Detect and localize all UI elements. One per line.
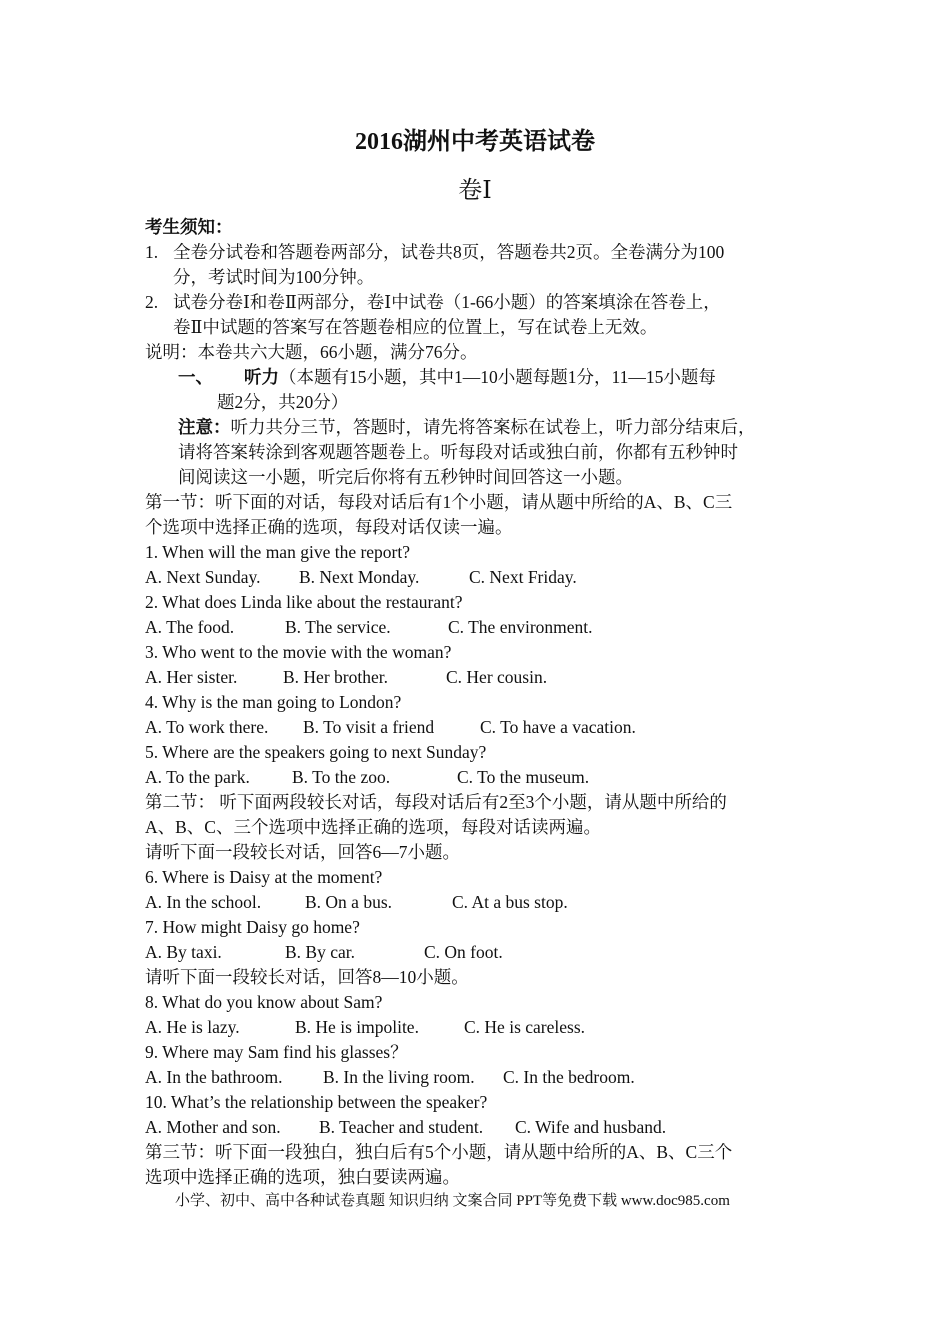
question-2-options	[145, 615, 825, 640]
question-3: 3. Who went to the movie with the woman?	[145, 642, 452, 662]
option-a: A. Next Sunday.	[145, 567, 261, 587]
option-b: B. To visit a friend	[303, 717, 435, 737]
option-c: C. The environment.	[448, 617, 593, 637]
option-b: B. Her brother.	[283, 667, 388, 687]
question-7: 7. How might Daisy go home?	[145, 917, 360, 937]
note-1	[145, 240, 825, 265]
option-a: A. In the school.	[145, 892, 262, 912]
option-c: C. In the bedroom.	[503, 1067, 635, 1087]
option-c: C. To the museum.	[457, 767, 590, 787]
notice-heading: 考生须知：	[145, 217, 233, 237]
exam-content	[145, 215, 825, 1190]
attention	[145, 415, 825, 440]
option-a: A. Mother and son.	[145, 1117, 281, 1137]
section1-instructions-cont: 个选项中选择正确的选项，每段对话仅读一遍。	[145, 517, 513, 537]
question-4-options	[145, 715, 825, 740]
question-6-options	[145, 890, 825, 915]
note-number: 1.	[145, 242, 159, 262]
option-a: A. He is lazy.	[145, 1017, 240, 1037]
option-b: B. In the living room.	[323, 1067, 475, 1087]
part1-desc-cont: 题2分，共20分）	[217, 392, 349, 412]
question-1-options	[145, 565, 825, 590]
option-b: B. By car.	[285, 942, 355, 962]
attention-text: 听力共分三节，答题时，请先将答案标在试卷上，听力部分结束后，	[230, 417, 756, 437]
question-4: 4. Why is the man going to London?	[145, 692, 402, 712]
question-9: 9. Where may Sam find his glasses？	[145, 1042, 408, 1062]
option-c: C. Next Friday.	[469, 567, 577, 587]
option-c: C. Her cousin.	[446, 667, 548, 687]
part-name: 听力	[244, 367, 279, 387]
page-footer: 小学、初中、高中各种试卷真题 知识归纳 文案合同 PPT等免费下载 www.doc985.com	[175, 1193, 730, 1209]
note-number: 2.	[145, 292, 159, 312]
note-2-cont: 卷Ⅱ中试题的答案写在答题卷相应的位置上，写在试卷上无效。	[173, 317, 658, 337]
question-7-options	[145, 940, 825, 965]
option-b: B. Next Monday.	[299, 567, 420, 587]
question-8: 8. What do you know about Sam?	[145, 992, 383, 1012]
option-c: C. At a bus stop.	[452, 892, 568, 912]
page-title: 2016湖州中考英语试卷	[355, 129, 595, 155]
question-8-options	[145, 1015, 825, 1040]
question-5-options	[145, 765, 825, 790]
option-b: B. Teacher and student.	[319, 1117, 484, 1137]
question-9-options	[145, 1065, 825, 1090]
section3-instructions: 第三节：听下面一段独白，独白后有5个小题，请从题中给所的A、B、C三个	[145, 1142, 733, 1162]
note-2	[145, 290, 825, 315]
attention-cont-1: 请将答案转涂到客观题答题卷上。听每段对话或独白前，你都有五秒钟时	[178, 442, 738, 462]
section2-instructions-cont: A、B、C、三个选项中选择正确的选项，每段对话读两遍。	[145, 817, 601, 837]
question-3-options	[145, 665, 825, 690]
question-10: 10. What’s the relationship between the speaker?	[145, 1092, 488, 1112]
option-a: A. The food.	[145, 617, 235, 637]
option-a: A. By taxi.	[145, 942, 222, 962]
option-b: B. To the zoo.	[292, 767, 391, 787]
option-a: A. In the bathroom.	[145, 1067, 283, 1087]
option-a: A. To work there.	[145, 717, 269, 737]
section1-instructions: 第一节：听下面的对话，每段对话后有1个小题，请从题中所给的A、B、C三	[145, 492, 733, 512]
option-c: C. On foot.	[424, 942, 503, 962]
option-a: A. Her sister.	[145, 667, 238, 687]
volume-heading: 卷Ⅰ	[458, 178, 492, 204]
option-c: C. To have a vacation.	[480, 717, 636, 737]
note-1-cont: 分，考试时间为100分钟。	[173, 267, 375, 287]
question-10-options	[145, 1115, 825, 1140]
option-b: B. He is impolite.	[295, 1017, 419, 1037]
explanation: 说明：本卷共六大题，66小题，满分76分。	[145, 342, 478, 362]
question-5: 5. Where are the speakers going to next Sunday?	[145, 742, 487, 762]
part-number: 一、	[178, 367, 213, 387]
option-b: B. On a bus.	[305, 892, 393, 912]
question-2: 2. What does Linda like about the restaurant?	[145, 592, 463, 612]
attention-cont-2: 间阅读这一小题，听完后你将有五秒钟时间回答这一小题。	[178, 467, 633, 487]
section2-instructions: 第二节： 听下面两段较长对话，每段对话后有2至3个小题，请从题中所给的	[145, 792, 727, 812]
part-desc: （本题有15小题，其中1—10小题每题1分，11—15小题每	[279, 367, 716, 387]
part1-heading	[145, 365, 825, 390]
question-1: 1. When will the man give the report?	[145, 542, 411, 562]
section3-instructions-cont: 选项中选择正确的选项，独白要读两遍。	[145, 1167, 460, 1187]
option-b: B. The service.	[285, 617, 391, 637]
option-c: C. Wife and husband.	[515, 1117, 667, 1137]
option-a: A. To the park.	[145, 767, 250, 787]
attention-label: 注意：	[178, 417, 231, 437]
question-6: 6. Where is Daisy at the moment?	[145, 867, 383, 887]
note-text: 全卷分试卷和答题卷两部分，试卷共8页，答题卷共2页。全卷满分为100	[173, 242, 725, 262]
passage-a-intro: 请听下面一段较长对话，回答6—7小题。	[145, 842, 460, 862]
option-c: C. He is careless.	[464, 1017, 586, 1037]
note-text: 试卷分卷Ⅰ和卷Ⅱ两部分，卷Ⅰ中试卷（1-66小题）的答案填涂在答卷上，	[173, 292, 721, 312]
passage-b-intro: 请听下面一段较长对话，回答8—10小题。	[145, 967, 469, 987]
